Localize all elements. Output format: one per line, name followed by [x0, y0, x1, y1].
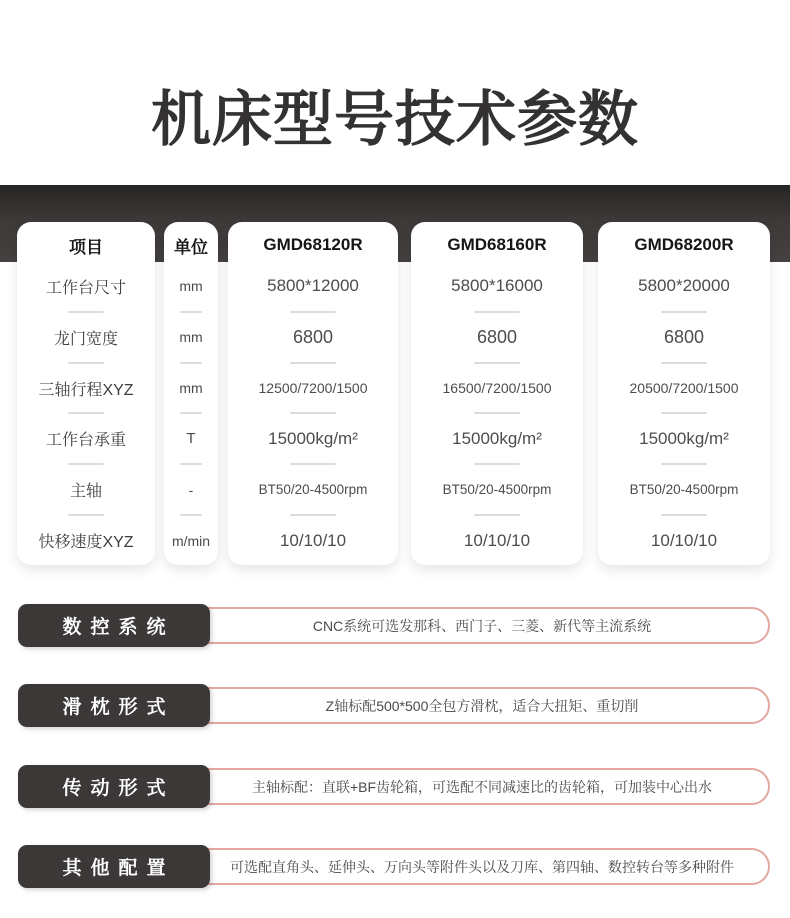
table-cell: mm: [179, 278, 203, 295]
spec-table: [17, 222, 773, 565]
table-cell: 工作台承重: [45, 432, 126, 450]
feature-text: 可选配直角头、延伸头、万向头等附件头以及刀库、第四轴、数控转台等多种附件: [230, 858, 734, 875]
table-cell: 10/10/10: [463, 530, 531, 550]
table-cell: 5800*12000: [267, 276, 359, 296]
table-cell: T: [186, 430, 196, 448]
table-cell: 5800*16000: [451, 276, 543, 296]
table-cell: m/min: [171, 532, 211, 549]
spec-column-item: [17, 222, 155, 565]
feature-label: 其他配置: [18, 845, 210, 888]
spec-column-gmd68120r: [228, 222, 398, 565]
table-cell: 主轴: [69, 483, 102, 501]
table-cell: 5800*20000: [638, 276, 730, 296]
spec-column-unit: [164, 222, 218, 565]
table-cell: -: [188, 481, 194, 498]
feature-text: Z轴标配500*500全包方滑枕，适合大扭矩、重切削: [325, 697, 639, 714]
table-cell: 6800: [292, 326, 334, 347]
table-cell: 6800: [476, 326, 518, 347]
table-cell: mm: [179, 329, 203, 346]
table-cell: 16500/7200/1500: [442, 380, 552, 397]
table-cell: 12500/7200/1500: [258, 380, 368, 397]
feature-text: CNC系统可选发那科、西门子、三菱、新代等主流系统: [312, 617, 652, 634]
table-cell: BT50/20-4500rpm: [442, 482, 552, 498]
feature-row-ram-type: [18, 684, 770, 727]
column-header: 项目: [69, 237, 103, 257]
table-cell: BT50/20-4500rpm: [258, 482, 368, 498]
table-cell: mm: [179, 380, 203, 397]
table-cell: BT50/20-4500rpm: [629, 482, 739, 498]
column-header: GMD68120R: [263, 235, 363, 254]
feature-row-transmission: [18, 765, 770, 808]
table-cell: 龙门宽度: [53, 330, 118, 348]
column-header: GMD68160R: [447, 235, 547, 254]
table-cell: 三轴行程XYZ: [38, 381, 134, 399]
column-header: 单位: [174, 237, 208, 257]
table-cell: 20500/7200/1500: [629, 380, 739, 397]
table-cell: 6800: [663, 326, 705, 347]
table-cell: 工作台尺寸: [45, 279, 126, 297]
spec-column-gmd68160r: [411, 222, 583, 565]
feature-label: 滑枕形式: [18, 684, 210, 727]
feature-label: 传动形式: [18, 765, 210, 808]
table-cell: 15000kg/m²: [452, 428, 542, 448]
spec-column-gmd68200r: [598, 222, 770, 565]
table-cell: 15000kg/m²: [268, 428, 358, 448]
feature-row-cnc-system: [18, 604, 770, 647]
table-cell: 10/10/10: [279, 530, 347, 550]
page-title: 机床型号技术参数: [151, 86, 639, 153]
feature-row-other-config: [18, 845, 770, 888]
table-cell: 10/10/10: [650, 530, 718, 550]
feature-text: 主轴标配：直联+BF齿轮箱，可选配不同减速比的齿轮箱，可加装中心出水: [251, 778, 713, 795]
feature-label: 数控系统: [18, 604, 210, 647]
table-cell: 15000kg/m²: [639, 428, 729, 448]
table-cell: 快移速度XYZ: [38, 534, 134, 552]
column-header: GMD68200R: [634, 235, 734, 254]
